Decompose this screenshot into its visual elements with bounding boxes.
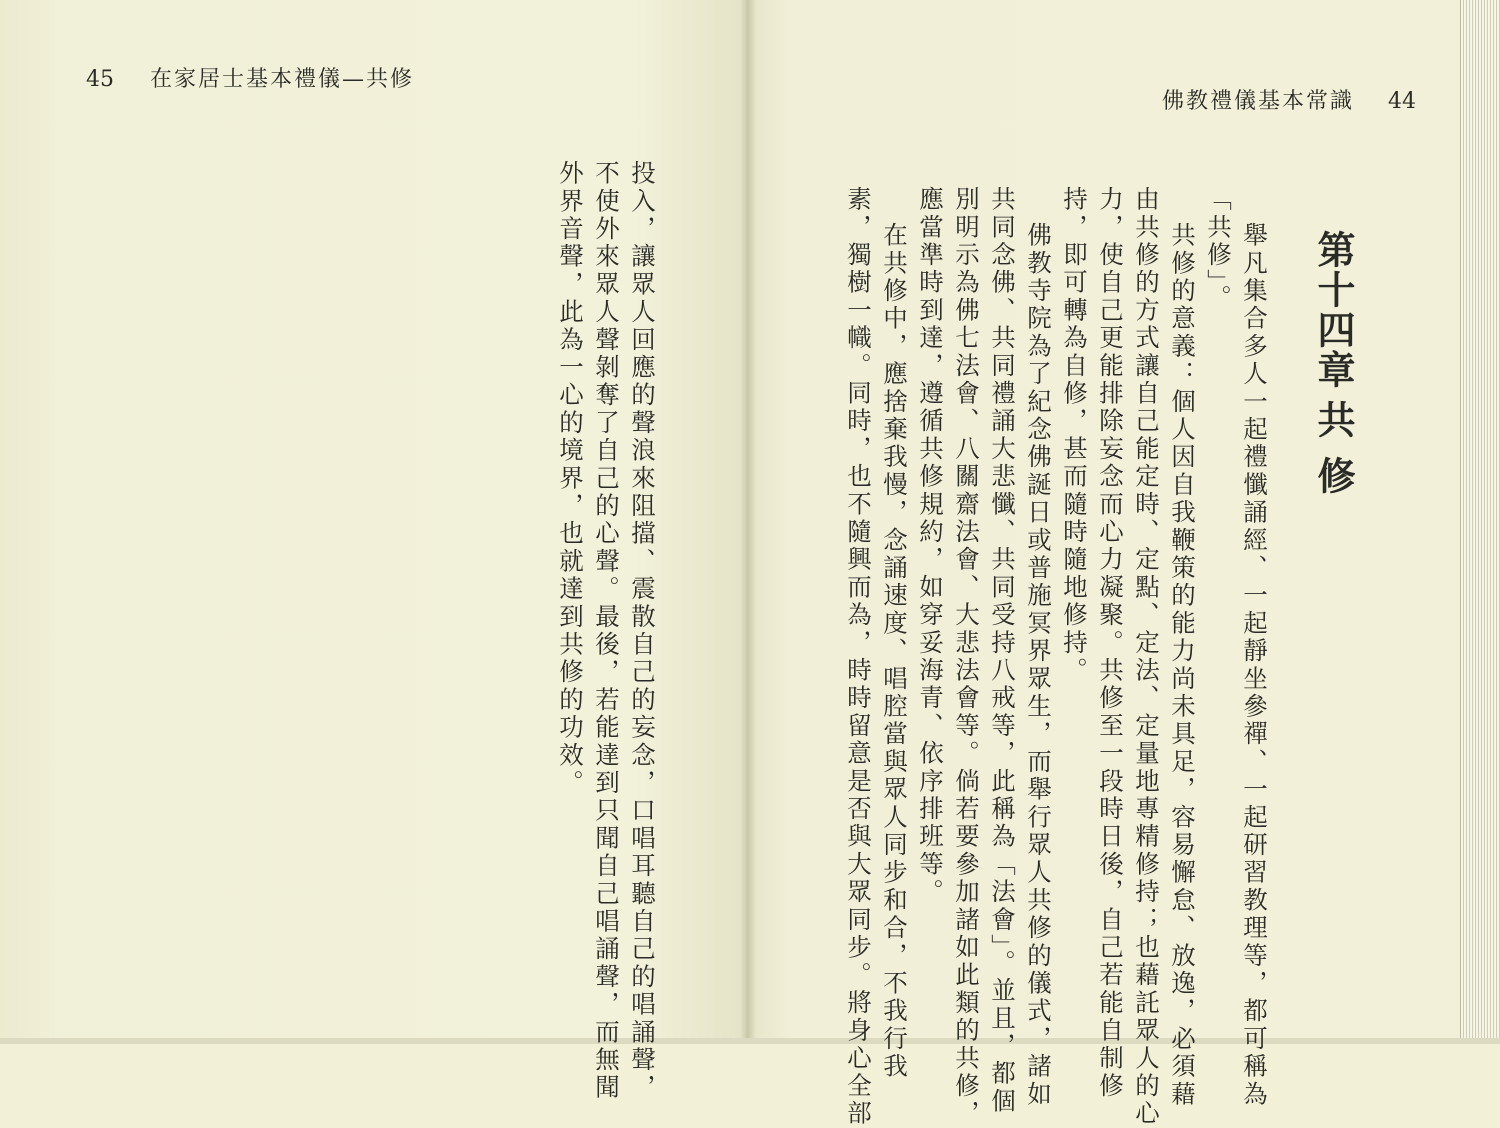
right-text-column-12: 素，獨樹一幟。同時，也不隨興而為，時時留意是否與大眾同步。將身心全部	[844, 186, 873, 1128]
book-gutter	[740, 0, 756, 1044]
left-running-title: 在家居士基本禮儀—共修	[150, 67, 415, 92]
chapter-number: 第十四章	[1311, 230, 1355, 390]
right-text-column-10: 應當準時到達，遵循共修規約，如穿妥海青、依序排班等。	[916, 186, 945, 907]
right-text-column-5: 力，使自己更能排除妄念而心力凝聚。共修至一段時日後，自己若能自制修	[1096, 186, 1125, 1101]
bottom-edge	[0, 1038, 1500, 1044]
right-text-column-7: 佛教寺院為了紀念佛誕日或普施冥界眾生，而舉行眾人共修的儀式，諸如	[1024, 222, 1053, 1109]
right-text-column-6: 持，即可轉為自修，甚而隨時隨地修持。	[1060, 186, 1089, 685]
left-running-head	[86, 62, 414, 93]
right-text-column-8: 共同念佛、共同禮誦大悲懺、共同受持八戒等，此稱為「法會」。並且，都個	[988, 186, 1017, 1116]
right-text-column-2: 「共修」。	[1204, 186, 1233, 313]
right-page-number: 44	[1388, 89, 1417, 114]
page-edges	[1460, 0, 1500, 1044]
left-text-column-3: 外界音聲，此為一心的境界，也就達到共修的功效。	[556, 160, 585, 798]
right-running-head	[1162, 84, 1416, 115]
right-running-title: 佛教禮儀基本常識	[1162, 89, 1355, 114]
right-text-column-11: 在共修中，應捨棄我慢，念誦速度、唱腔當與眾人同步和合，不我行我	[880, 222, 909, 1081]
chapter-title: 共修	[1311, 400, 1355, 512]
right-text-column-4: 由共修的方式讓自己能定時、定點、定法、定量地專精修持；也藉託眾人的心	[1132, 186, 1161, 1128]
left-page-number: 45	[86, 67, 114, 92]
right-text-column-9: 別明示為佛七法會、八關齋法會、大悲法會等。倘若要參加諸如此類的共修，	[952, 186, 981, 1128]
left-text-column-1: 投入，讓眾人回應的聲浪來阻擋、震散自己的妄念，口唱耳聽自己的唱誦聲，	[628, 160, 657, 1102]
right-text-column-3: 共修的意義：個人因自我鞭策的能力尚未具足，容易懈怠、放逸，必須藉	[1168, 222, 1197, 1109]
left-text-column-2: 不使外來眾人聲剝奪了自己的心聲。最後，若能達到只聞自己唱誦聲，而無聞	[592, 160, 621, 1102]
right-text-column-1: 舉凡集合多人一起禮懺誦經、一起靜坐參禪、一起研習教理等，都可稱為	[1240, 222, 1269, 1109]
